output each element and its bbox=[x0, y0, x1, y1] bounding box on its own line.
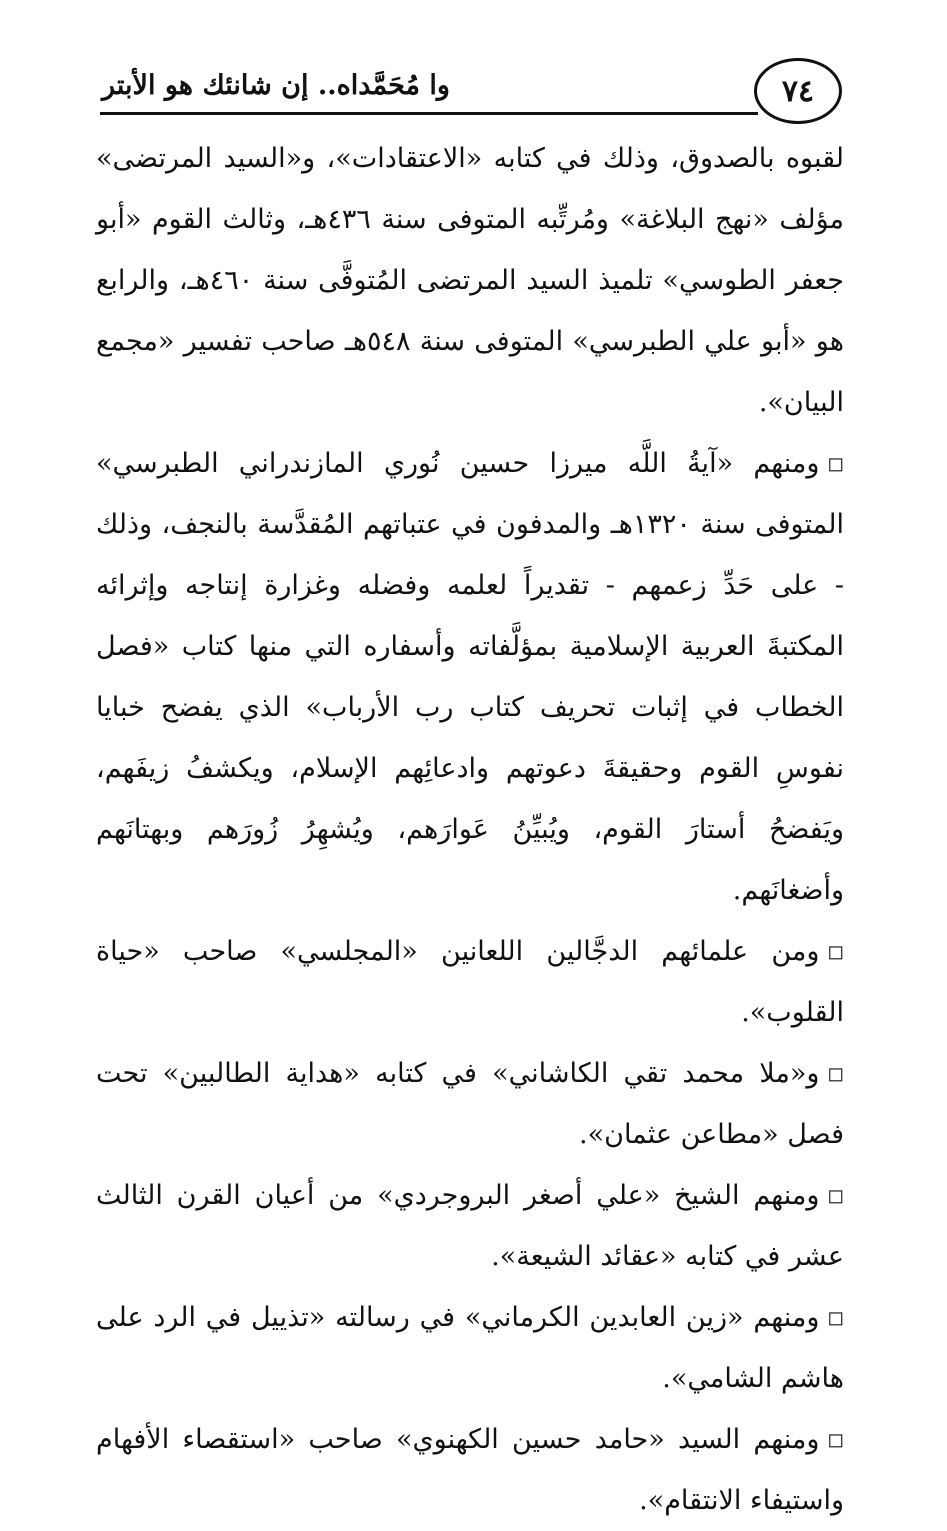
running-title: وا مُحَمَّداه.. إن شانئك هو الأبتر bbox=[102, 70, 450, 101]
checkbox-bullet-icon: ◻ bbox=[827, 1183, 844, 1207]
list-item-text: ومنهم السيد «حامد حسين الكهنوي» صاحب «استقصاء الأفهام واستيفاء الانتقام». bbox=[96, 1424, 844, 1516]
list-item bbox=[96, 1043, 844, 1165]
list-item bbox=[96, 433, 844, 921]
checkbox-bullet-icon: ◻ bbox=[827, 1305, 844, 1329]
list-item-text: و«ملا محمد تقي الكاشاني» في كتابه «هداية الطالبين» تحت فصل «مطاعن عثمان». bbox=[96, 1058, 844, 1150]
list-item bbox=[96, 921, 844, 1043]
paragraph-continuation bbox=[96, 128, 844, 433]
header-rule bbox=[100, 112, 758, 115]
checkbox-bullet-icon: ◻ bbox=[827, 939, 844, 963]
paragraph-text: لقبوه بالصدوق، وذلك في كتابه «الاعتقادات»، و«السيد المرتضى» مؤلف «نهج البلاغة» ومُرتِّبه المتوفى سنة ٤٣٦هـ، وثالث القوم «أبو جعفر الطوسي» تلميذ السيد المرتضى المُتوفَّى سنة ٤٦٠هـ، والرابع هو «أبو علي الطبرسي» المتوفى سنة ٥٤٨هـ صاحب تفسير «مجمع البيان». bbox=[96, 143, 845, 418]
list-item-text: ومنهم الشيخ «علي أصغر البروجردي» من أعيان القرن الثالث عشر في كتابه «عقائد الشيعة». bbox=[96, 1180, 844, 1272]
page-body bbox=[96, 128, 844, 1531]
page-number: ٧٤ bbox=[754, 58, 842, 124]
list-item-text: ومنهم «آيةُ اللَّه ميرزا حسين نُوري المازندراني الطبرسي» المتوفى سنة ١٣٢٠هـ والمدفون في عتباتهم المُقدَّسة بالنجف، وذلك - على حَدِّ زعمهم - تقديراً لعلمه وفضله وغزارة إنتاجه وإثرائه المكتبةَ العربية الإسلامية بمؤلَّفاته وأسفاره التي منها كتاب «فصل الخطاب في إثبات تحريف كتاب رب الأرباب» الذي يفضح خبايا نفوسِ القوم وحقيقةَ دعوتهم وادعائِهم الإسلام، ويكشفُ زيفَهم، ويَفضحُ أستارَ القوم، ويُبيِّنُ عَوارَهم، ويُشهِرُ زُورَهم وبهتانَهم وأضغانَهم. bbox=[96, 448, 844, 906]
page-header bbox=[100, 58, 842, 130]
checkbox-bullet-icon: ◻ bbox=[827, 1427, 844, 1451]
list-item bbox=[96, 1165, 844, 1287]
list-item-text: ومن علمائهم الدجَّالين اللعانين «المجلسي» صاحب «حياة القلوب». bbox=[96, 936, 844, 1028]
list-item bbox=[96, 1409, 844, 1531]
checkbox-bullet-icon: ◻ bbox=[827, 451, 844, 475]
checkbox-bullet-icon: ◻ bbox=[827, 1061, 844, 1085]
list-item-text: ومنهم «زين العابدين الكرماني» في رسالته «تذييل في الرد على هاشم الشامي». bbox=[96, 1302, 844, 1394]
list-item bbox=[96, 1287, 844, 1409]
